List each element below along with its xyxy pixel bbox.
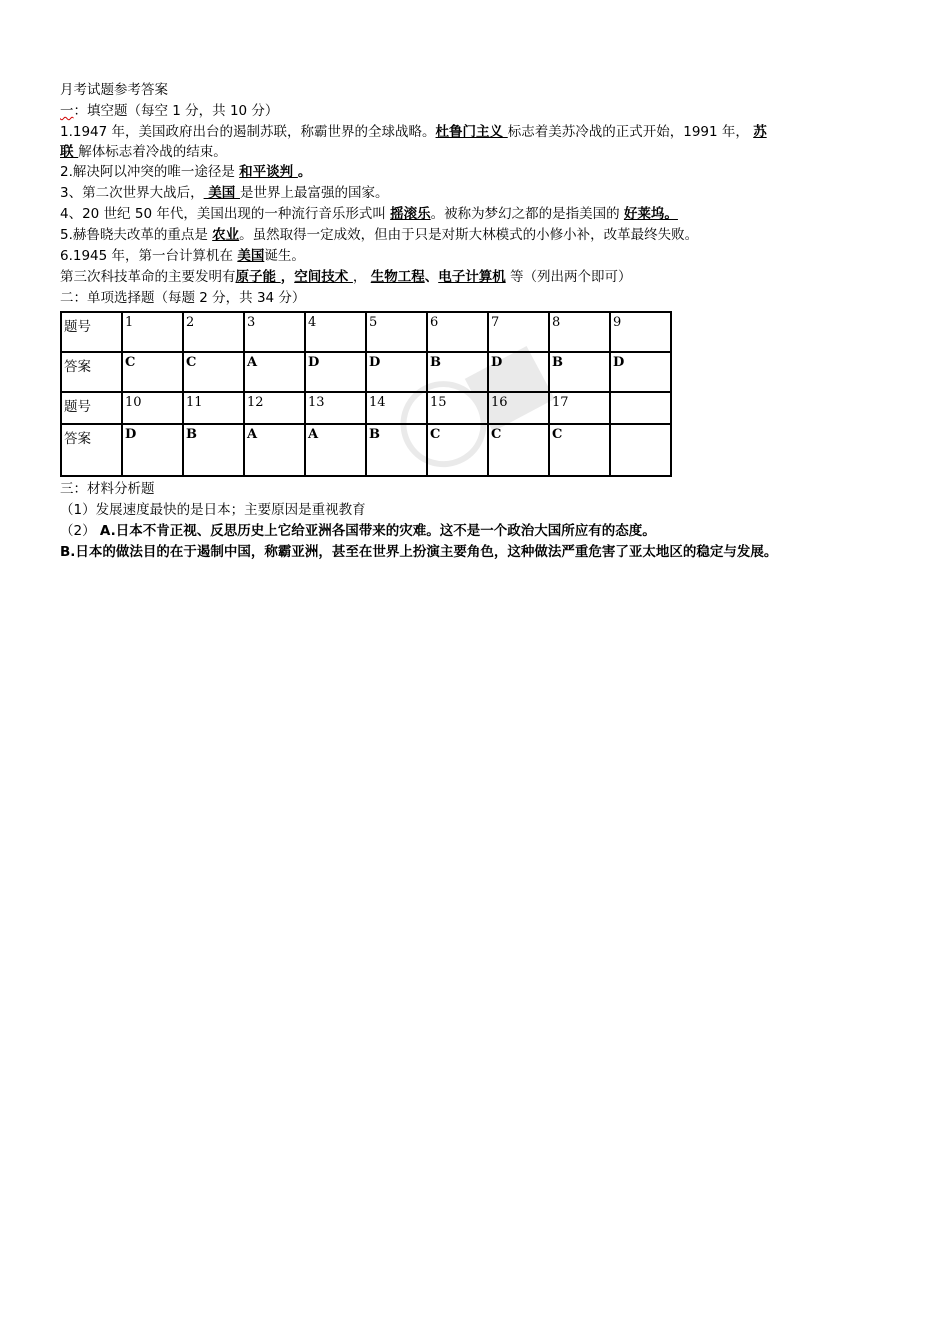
answer-cell: A — [244, 352, 305, 392]
q1-text-b: 标志着美苏冷战的正式开始，1991 年， — [507, 124, 749, 140]
section3-heading: 三：材料分析题 — [60, 481, 155, 497]
answer-cell: D — [305, 352, 366, 392]
q1-text-a: 1.1947 年，美国政府出台的遏制苏联，称霸世界的全球战略。 — [60, 124, 436, 140]
q7-text-a: 第三次科技革命的主要发明有 — [60, 269, 236, 285]
question-number-cell: 7 — [488, 312, 549, 352]
answer-cell: B — [549, 352, 610, 392]
q3-answer: 美国 — [203, 185, 240, 201]
section3-answer-1: （1）发展速度最快的是日本；主要原因是重视教育 — [60, 502, 366, 518]
answer-cell: D — [366, 352, 427, 392]
answer-cell: B — [183, 424, 244, 476]
section1-heading-rest: ：填空题（每空 1 分，共 10 分） — [73, 103, 279, 119]
answer-cell: A — [305, 424, 366, 476]
question-number-cell: 13 — [305, 392, 366, 424]
question-number-cell: 6 — [427, 312, 488, 352]
q3-text-b: 是世界上最富强的国家。 — [240, 185, 389, 201]
q4-answer-2: 好莱坞。 — [623, 206, 678, 222]
question-number-cell: 5 — [366, 312, 427, 352]
question-5 — [60, 225, 915, 246]
q5-text-a: 5.赫鲁晓夫改革的重点是 — [60, 227, 213, 243]
question-number-cell: 12 — [244, 392, 305, 424]
question-number-cell: 15 — [427, 392, 488, 424]
question-number-cell: 2 — [183, 312, 244, 352]
question-number-cell: 16 — [488, 392, 549, 424]
answer-cell: C — [183, 352, 244, 392]
question-number-cell: 9 — [610, 312, 671, 352]
answer-cell: C — [488, 424, 549, 476]
answer-cell: C — [122, 352, 183, 392]
q7-sep-1: ， — [280, 269, 295, 285]
q6-answer: 美国 — [237, 248, 265, 264]
question-number-cell: 3 — [244, 312, 305, 352]
question-number-cell: 14 — [366, 392, 427, 424]
table-row — [61, 392, 671, 424]
q5-answer: 农业 — [212, 227, 240, 243]
question-number-cell: 8 — [549, 312, 610, 352]
q6-text-b: 诞生。 — [264, 248, 305, 264]
answer-document — [60, 80, 915, 562]
q3-text-a: 3、第二次世界大战后， — [60, 185, 204, 201]
q5-text-b: 。虽然取得一定成效，但由于只是对斯大林模式的小修小补，改革最终失败。 — [239, 227, 699, 243]
q7-sep-2: ， — [352, 269, 367, 285]
table-row — [61, 424, 671, 476]
question-7 — [60, 267, 915, 288]
q1-answer-2a: 苏 — [753, 124, 767, 140]
answer-cell: A — [244, 424, 305, 476]
q2-text-a: 2.解决阿以冲突的唯一途径是 — [60, 164, 240, 180]
question-6 — [60, 246, 915, 267]
q7-text-b: 等（列出两个即可） — [505, 269, 632, 285]
q2-text-b: 。 — [297, 164, 312, 180]
section3-answer-2-prefix: （2） — [60, 523, 100, 539]
row-label-answer: 答案 — [61, 424, 122, 476]
q2-answer: 和平谈判 — [239, 164, 298, 180]
row-label-number: 题号 — [61, 312, 122, 352]
answer-cell: C — [549, 424, 610, 476]
table-row — [61, 312, 671, 352]
question-number-cell: 10 — [122, 392, 183, 424]
section3-answer-2 — [60, 521, 915, 542]
row-label-number: 题号 — [61, 392, 122, 424]
q4-answer-1: 摇滚乐 — [390, 206, 431, 222]
q1-answer-2b: 联 — [60, 144, 79, 160]
document-title: 月考试题参考答案 — [60, 82, 168, 98]
question-number-cell: 4 — [305, 312, 366, 352]
q1-text-c: 解体标志着冷战的结束。 — [78, 144, 227, 160]
answer-cell: D — [488, 352, 549, 392]
q7-answer-2: 空间技术 — [294, 269, 353, 285]
question-3 — [60, 183, 915, 204]
section3-answer-2-text: A.日本不肯正视、反思历史上它给亚洲各国带来的灾难。这不是一个政治大国所应有的态度。 — [99, 523, 656, 539]
answer-cell: B — [366, 424, 427, 476]
answer-cell: D — [610, 352, 671, 392]
answer-cell — [610, 424, 671, 476]
row-label-answer: 答案 — [61, 352, 122, 392]
answer-table — [60, 311, 672, 477]
q7-sep-3: 、 — [424, 269, 439, 285]
question-number-cell: 17 — [549, 392, 610, 424]
section1-heading-prefix: 一 — [60, 103, 74, 119]
q4-text-a: 4、20 世纪 50 年代，美国出现的一种流行音乐形式叫 — [60, 206, 391, 222]
question-number-cell: 1 — [122, 312, 183, 352]
answer-cell: C — [427, 424, 488, 476]
section2-heading: 二：单项选择题（每题 2 分，共 34 分） — [60, 290, 306, 306]
q7-answer-1: 原子能 — [235, 269, 281, 285]
answer-cell: B — [427, 352, 488, 392]
question-number-cell — [610, 392, 671, 424]
q7-answer-3: 生物工程 — [370, 269, 425, 285]
q7-answer-4: 电子计算机 — [438, 269, 506, 285]
q4-text-b: 。被称为梦幻之都的是指美国的 — [430, 206, 624, 222]
q6-text-a: 6.1945 年，第一台计算机在 — [60, 248, 238, 264]
question-2 — [60, 162, 915, 183]
table-row — [61, 352, 671, 392]
section1-heading — [60, 101, 915, 122]
q1-answer-1: 杜鲁门主义 — [435, 124, 508, 140]
question-1 — [60, 122, 915, 162]
section3-answer-3: B.日本的做法目的在于遏制中国，称霸亚洲，甚至在世界上扮演主要角色，这种做法严重危害了亚太地区的稳定与发展。 — [60, 544, 778, 560]
answer-cell: D — [122, 424, 183, 476]
question-number-cell: 11 — [183, 392, 244, 424]
question-4 — [60, 204, 915, 225]
